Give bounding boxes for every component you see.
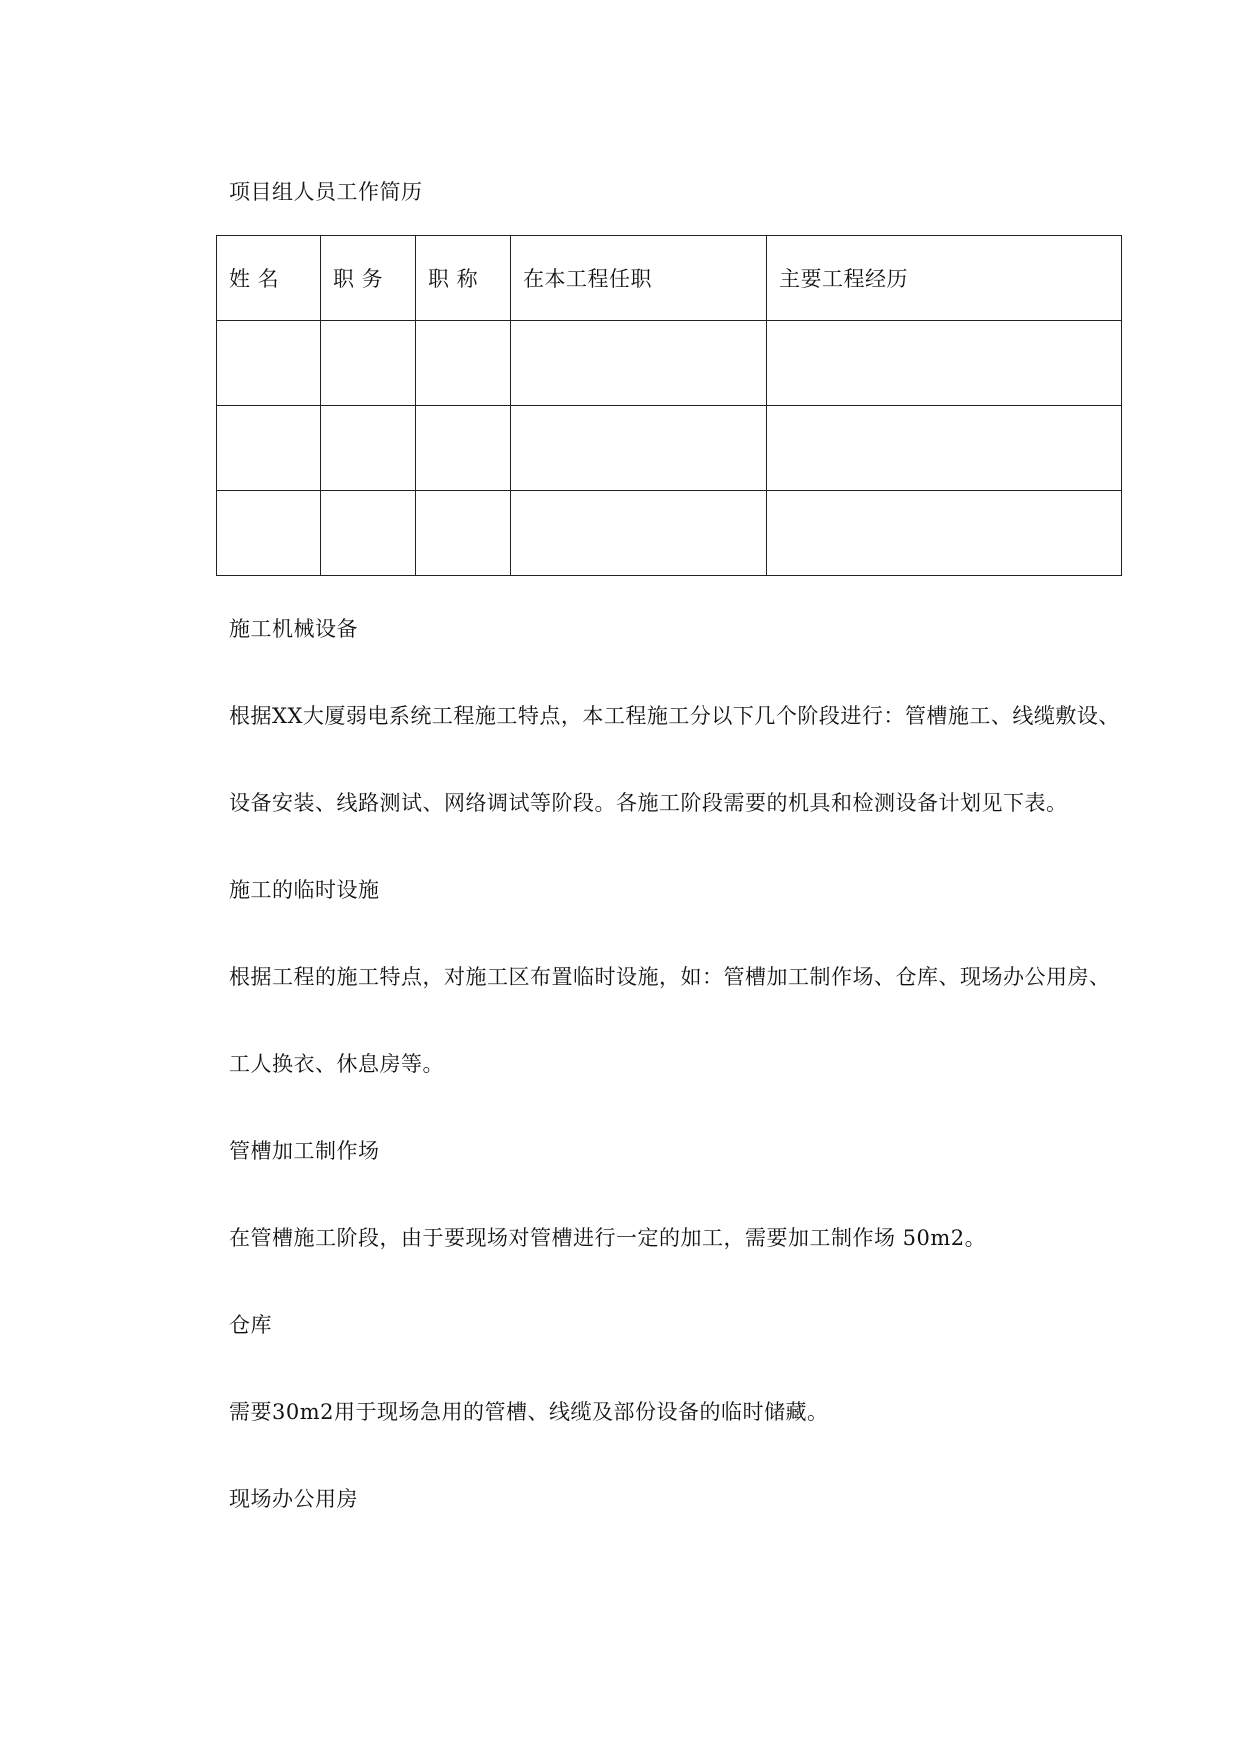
table-cell (416, 491, 511, 576)
paragraph-line: 工人换衣、休息房等。 (229, 1052, 444, 1076)
section-heading-workshop: 管槽加工制作场 (229, 1139, 380, 1163)
table-row (217, 321, 1122, 406)
header-title: 职 称 (416, 236, 511, 321)
table-cell (767, 491, 1122, 576)
table-cell (217, 406, 321, 491)
table-cell (321, 491, 416, 576)
table-cell (321, 406, 416, 491)
section-heading-site-office: 现场办公用房 (229, 1487, 358, 1511)
section-heading-temporary-facilities: 施工的临时设施 (229, 878, 380, 902)
section-heading-warehouse: 仓库 (229, 1313, 272, 1337)
header-position: 职 务 (321, 236, 416, 321)
header-experience: 主要工程经历 (767, 236, 1122, 321)
paragraph-line: 设备安装、线路测试、网络调试等阶段。各施工阶段需要的机具和检测设备计划见下表。 (229, 791, 1068, 815)
table-cell (511, 406, 767, 491)
header-name: 姓 名 (217, 236, 321, 321)
table-cell (217, 491, 321, 576)
table-cell (217, 321, 321, 406)
table-cell (416, 406, 511, 491)
header-role: 在本工程任职 (511, 236, 767, 321)
staff-heading: 项目组人员工作简历 (229, 180, 423, 204)
paragraph-line: 在管槽施工阶段，由于要现场对管槽进行一定的加工，需要加工制作场 50m2。 (229, 1226, 987, 1250)
table-row (217, 406, 1122, 491)
paragraph-line: 根据工程的施工特点，对施工区布置临时设施，如：管槽加工制作场、仓库、现场办公用房、 (229, 965, 1111, 989)
table-cell (767, 406, 1122, 491)
table-cell (416, 321, 511, 406)
paragraph-line: 根据XX大厦弱电系统工程施工特点，本工程施工分以下几个阶段进行：管槽施工、线缆敷设、 (229, 704, 1120, 728)
table-cell (511, 491, 767, 576)
table-cell (321, 321, 416, 406)
table-cell (767, 321, 1122, 406)
table-header-row (217, 236, 1122, 321)
table-cell (511, 321, 767, 406)
section-heading-equipment: 施工机械设备 (229, 617, 358, 641)
table-row (217, 491, 1122, 576)
staff-table (216, 235, 1122, 576)
paragraph-line: 需要30m2用于现场急用的管槽、线缆及部份设备的临时储藏。 (229, 1400, 829, 1424)
